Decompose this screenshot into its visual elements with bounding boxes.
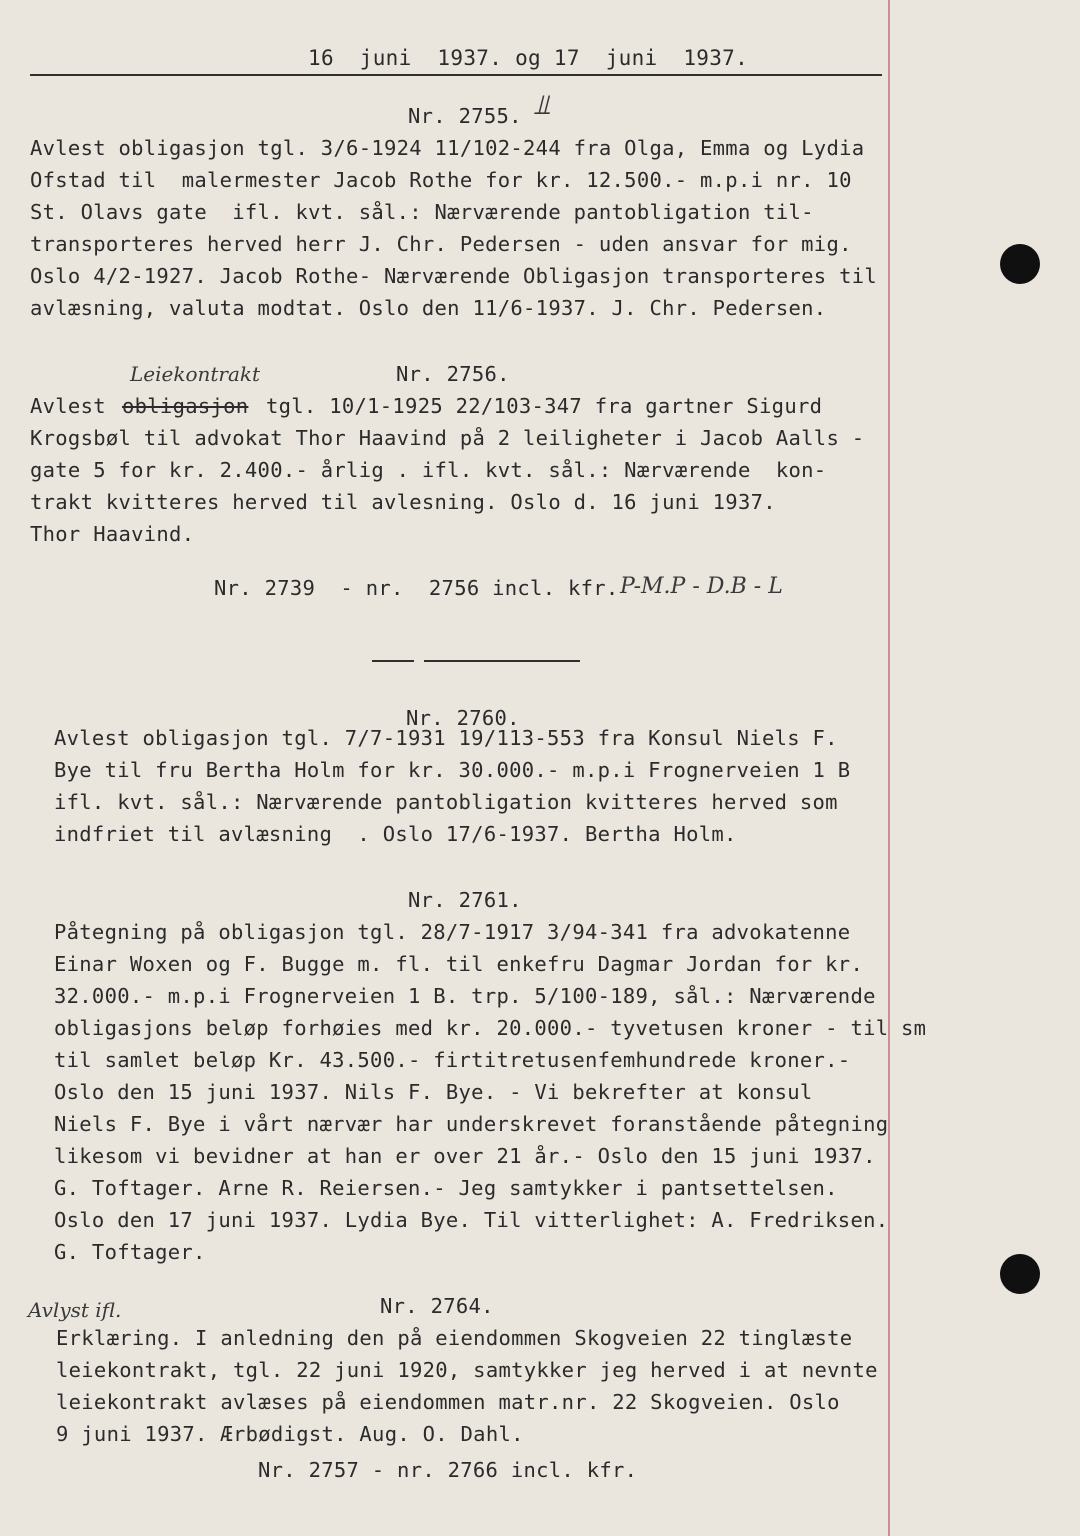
separator-long (424, 660, 580, 662)
struck-word: obligasjon (122, 394, 249, 418)
entry-text-line: tgl. 10/1-1925 22/103-347 fra gartner Sigurd (266, 394, 823, 418)
entry-text-line: likesom vi bevidner at han er over 21 år.- Oslo den 15 juni 1937. (54, 1144, 876, 1168)
entry-text-line: St. Olavs gate ifl. kvt. sål.: Nærværende pantobligation til- (30, 200, 814, 224)
separator-short (372, 660, 414, 662)
entry-text-line: Krogsbøl til advokat Thor Haavind på 2 leiligheter i Jacob Aalls - (30, 426, 865, 450)
entry-text-line: Oslo 4/2-1927. Jacob Rothe- Nærværende Obligasjon transporteres til (30, 264, 878, 288)
entry-text-line: Erklæring. I anledning den på eiendommen Skogveien 22 tinglæste (56, 1326, 853, 1350)
binder-hole (1000, 244, 1040, 284)
entry-text-line: G. Toftager. (54, 1240, 206, 1264)
entry-text-line: transporteres herved herr J. Chr. Pedersen - uden ansvar for mig. (30, 232, 852, 256)
entry-number: Nr. 2760. (406, 706, 520, 730)
entry-text-line: til samlet beløp Kr. 43.500.- firtitretusenfemhundrede kroner.- (54, 1048, 851, 1072)
entry-number: Nr. 2764. (380, 1294, 494, 1318)
entry-text-line: Bye til fru Bertha Holm for kr. 30.000.- m.p.i Frognerveien 1 B (54, 758, 851, 782)
handwritten-margin-note: Avlyst ifl. (28, 1298, 122, 1322)
entry-text-word: Avlest (30, 394, 106, 418)
summary-line: Nr. 2739 - nr. 2756 incl. kfr. (214, 576, 619, 600)
entry-text-line: leiekontrakt avlæses på eiendommen matr.nr. 22 Skogveien. Oslo (56, 1390, 840, 1414)
handwritten-initials: P-M.P - D.B - L (620, 574, 783, 599)
entry-text-line: avlæsning, valuta modtat. Oslo den 11/6-1937. J. Chr. Pedersen. (30, 296, 827, 320)
entry-text-line: 32.000.- m.p.i Frognerveien 1 B. trp. 5/100-189, sål.: Nærværende (54, 984, 876, 1008)
entry-text-line: Niels F. Bye i vårt nærvær har underskrevet foranstående påtegning (54, 1112, 889, 1136)
header-rule (30, 74, 882, 76)
entry-text-line: indfriet til avlæsning . Oslo 17/6-1937. Bertha Holm. (54, 822, 737, 846)
page-header-date: 16 juni 1937. og 17 juni 1937. (308, 46, 749, 70)
entry-number: Nr. 2755. (408, 104, 522, 128)
initials-mark: ⫫ (534, 88, 550, 121)
entry-text-line: Påtegning på obligasjon tgl. 28/7-1917 3/94-341 fra advokatenne (54, 920, 851, 944)
entry-number: Nr. 2761. (408, 888, 522, 912)
entry-text-line: Avlest obligasjon tgl. 7/7-1931 19/113-553 fra Konsul Niels F. (54, 726, 838, 750)
entry-text-line: Einar Woxen og F. Bugge m. fl. til enkefru Dagmar Jordan for kr. (54, 952, 864, 976)
entry-text-line: ifl. kvt. sål.: Nærværende pantobligation kvitteres herved som (54, 790, 838, 814)
entry-text-line: 9 juni 1937. Ærbødigst. Aug. O. Dahl. (56, 1422, 524, 1446)
entry-text-line: Oslo den 15 juni 1937. Nils F. Bye. - Vi bekrefter at konsul (54, 1080, 813, 1104)
handwritten-correction: Leiekontrakt (130, 362, 261, 386)
entry-text-line: G. Toftager. Arne R. Reiersen.- Jeg samtykker i pantsettelsen. (54, 1176, 838, 1200)
binder-hole (1000, 1254, 1040, 1294)
entry-text-line: Ofstad til malermester Jacob Rothe for kr. 12.500.- m.p.i nr. 10 (30, 168, 852, 192)
entry-number: Nr. 2756. (396, 362, 510, 386)
entry-text-line: gate 5 for kr. 2.400.- årlig . ifl. kvt. sål.: Nærværende kon- (30, 458, 827, 482)
entry-text-line: Thor Haavind. (30, 522, 195, 546)
entry-text-line: leiekontrakt, tgl. 22 juni 1920, samtykker jeg herved i at nevnte (56, 1358, 878, 1382)
entry-text-line: Oslo den 17 juni 1937. Lydia Bye. Til vitterlighet: A. Fredriksen. (54, 1208, 889, 1232)
entry-text-line: obligasjons beløp forhøies med kr. 20.000.- tyvetusen kroner - til sm (54, 1016, 927, 1040)
entry-text-line: trakt kvitteres herved til avlesning. Oslo d. 16 juni 1937. (30, 490, 776, 514)
summary-line: Nr. 2757 - nr. 2766 incl. kfr. (258, 1458, 638, 1482)
entry-text-line: Avlest obligasjon tgl. 3/6-1924 11/102-244 fra Olga, Emma og Lydia (30, 136, 865, 160)
margin-rule (888, 0, 890, 1536)
